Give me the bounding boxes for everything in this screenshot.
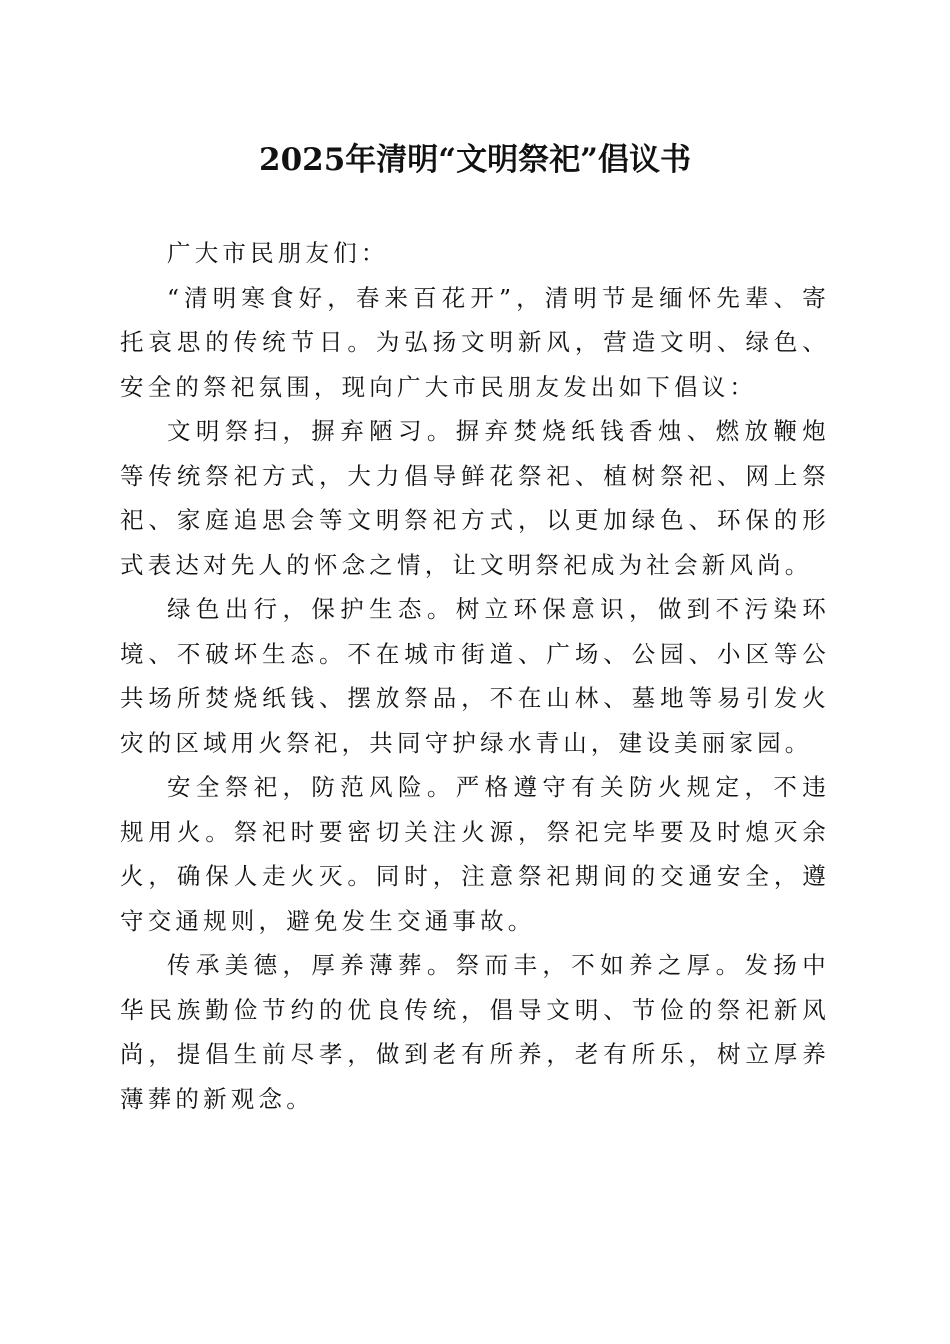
document-title: 2025年清明“文明祭祀”倡议书 — [259, 142, 691, 178]
paragraph-green-travel: 绿色出行，保护生态。树立环保意识，做到不污染环境、不破坏生态。不在城市街道、广场、公园、小区等公共场所焚烧纸钱、摆放祭品，不在山林、墓地等易引发火灾的区域用火祭祀，共同守护绿水青山，建设美丽家园。 — [120, 595, 830, 757]
paragraph-safe-sacrifice: 安全祭祀，防范风险。严格遵守有关防火规定，不违规用火。祭祀时要密切关注火源，祭祀完毕要及时熄灭余火，确保人走火灭。同时，注意祭祀期间的交通安全，遵守交通规则，避免发生交通事故。 — [120, 773, 830, 935]
paragraph-civilized-sweeping: 文明祭扫，摒弃陋习。摒弃焚烧纸钱香烛、燃放鞭炮等传统祭祀方式，大力倡导鲜花祭祀、植树祭祀、网上祭祀、家庭追思会等文明祭祀方式，以更加绿色、环保的形式表达对先人的怀念之情，让文明祭祀成为社会新风尚。 — [120, 417, 830, 579]
salutation: 广大市民朋友们： — [167, 239, 389, 267]
paragraph-inherit-virtue: 传承美德，厚养薄葬。祭而丰，不如养之厚。发扬中华民族勤俭节约的优良传统，倡导文明、节俭的祭祀新风尚，提倡生前尽孝，做到老有所养，老有所乐，树立厚养薄葬的新观念。 — [120, 951, 830, 1113]
document-body — [120, 231, 830, 1121]
paragraph-intro: “清明寒食好，春来百花开”，清明节是缅怀先辈、寄托哀思的传统节日。为弘扬文明新风，营造文明、绿色、安全的祭祀氛围，现向广大市民朋友发出如下倡议： — [120, 283, 830, 401]
